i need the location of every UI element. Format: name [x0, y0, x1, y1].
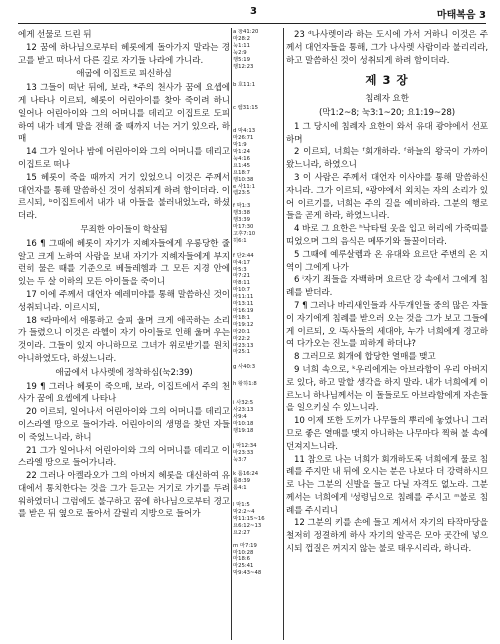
column-divider-left: [231, 28, 232, 640]
cross-reference: 요18:7: [233, 169, 251, 176]
cross-reference: 마13:11: [233, 301, 254, 308]
cross-reference: 눅1:11: [233, 42, 251, 49]
column-divider-right: [283, 28, 284, 640]
verse-paragraph: 14 그가 일어나 밤에 어린아이와 그의 어머니를 데리고 이집트로 떠나: [18, 147, 230, 170]
cross-reference: 마5:3: [233, 266, 247, 273]
right-text-column: [286, 29, 488, 640]
cross-reference: 막2:2~4: [233, 509, 255, 516]
cross-reference: 마26:71: [233, 135, 254, 142]
cross-reference: 사9:4: [233, 413, 247, 420]
verse-paragraph: 1 그 당시에 침례자 요한이 와서 유대 광야에서 선포하며: [286, 121, 488, 145]
cross-reference: f 막1:3: [233, 203, 251, 210]
chapter-heading: 제 3 장: [365, 73, 409, 88]
cross-reference: 마25:41: [233, 563, 254, 570]
book-title: 마태복음 3: [436, 10, 486, 21]
section-heading: 애굽에서 나사렛에 정착하심(눅2:39): [55, 367, 193, 378]
cross-reference: 요1:45: [233, 162, 251, 169]
cross-reference: g 사40:3: [233, 364, 256, 371]
cross-reference: 히6:1: [233, 237, 247, 244]
verse-paragraph: 11 참으로 나는 너희가 회개하도록 너희에게 물로 침례를 주지만 내 뒤에 오시는 분은 나보다 더 강력하시므로 나는 그분의 신발을 들고 다닐 자격도 없노라. 그분께서는 너희에게 ˡ성령님으로 침례를 주시고 ᵐ불로 침례를 주시리니: [286, 454, 488, 516]
cross-reference-column: [233, 29, 283, 640]
cross-reference: 마18:6: [233, 556, 251, 563]
cross-reference: 마11:11: [233, 294, 254, 301]
cross-reference: l 막1:5: [233, 502, 250, 509]
page-header: [18, 6, 486, 22]
cross-reference: 마20:1: [233, 328, 251, 335]
section-heading: 무죄한 아이들이 학살됨: [80, 224, 168, 235]
cross-reference: 행10:38: [233, 176, 254, 183]
cross-reference: 마10:18: [233, 420, 254, 427]
cross-reference: f 단2:44: [233, 252, 254, 259]
cross-reference: 요6:12~13: [233, 522, 262, 529]
section-heading: (막1:2~8; 눅3:1~20; 요1:19~28): [318, 107, 456, 118]
cross-reference: 마25:1: [233, 349, 251, 356]
cross-reference: 마22:2: [233, 335, 251, 342]
cross-reference: 롬4:1: [233, 485, 247, 492]
verse-paragraph: 3 이 사람은 주께서 대언자 이사야를 통해 말씀하신 자니라. 그가 이르되, ᵍ광야에서 외치는 자의 소리가 있어 이르기를, 너희는 주의 길을 예비하라. 그분의 행로들을 곧게 하라, 하였느니라.: [286, 172, 488, 222]
cross-reference: 요2:27: [233, 529, 251, 536]
verse-paragraph: 17 이에 주께서 대언자 예레미야를 통해 말씀하신 것이 성취되니라. 이르시되,: [18, 289, 230, 313]
cross-reference: 행3:38: [233, 210, 251, 217]
verse-paragraph: 16 ¶ 그때에 헤롯이 자기가 지혜자들에게 우롱당한 줄 알고 크게 노하여 사람을 보내 자기가 지혜자들에게 부지런히 물은 때를 기준으로 베들레헴과 그 모든 지경 안에 있는 두 살 이하의 모든 아이들을 죽이니: [18, 238, 230, 288]
cross-reference: 막9:43~48: [233, 570, 262, 577]
cross-reference: 마28:2: [233, 35, 251, 42]
verse-paragraph: 12 꿈에 하나님으로부터 헤롯에게 돌아가지 말라는 경고를 받고 떠나서 다른 길로 자기들 나라에 가니라.: [18, 42, 230, 66]
cross-reference: 마10:28: [233, 549, 254, 556]
cross-reference: b 호11:1: [233, 82, 256, 89]
cross-reference: 마23:13: [233, 342, 254, 349]
verse-paragraph: 18 ᵍ라마에서 애통하고 슬피 울며 크게 애곡하는 소리가 들렸으니 이것은 라헬이 자기 아이들로 인해 울며 우는 것이라. 그들이 있지 아니하므로 그녀가 위로받기를 원치 아니하였도다, 하셨느니라.: [18, 315, 230, 364]
cross-reference: 눅3:7: [233, 456, 247, 463]
cross-reference: k 롬16:24: [233, 471, 259, 478]
cross-reference: 막1:24: [233, 148, 251, 155]
cross-reference: c 렘31:15: [233, 105, 258, 112]
page-number: 3: [250, 6, 257, 17]
section-heading: 애굽에 이집트로 피신하심: [76, 69, 172, 80]
cross-reference: 마18:1: [233, 314, 251, 321]
cross-reference: 행3:39: [233, 217, 251, 224]
cross-reference: m 마7:19: [233, 542, 257, 549]
left-text-column: [18, 29, 230, 640]
verse-paragraph: 8 그러므로 회개에 합당한 열매를 맺고: [294, 352, 436, 363]
verse-paragraph: 4 바로 그 요한은 ʰ낙타털 옷을 입고 허리에 가죽띠를 띠었으며 그의 음식은 메뚜기와 들꿀이더라.: [286, 224, 488, 247]
verse-paragraph: 7 ¶ 그러나 바리새인들과 사두개인들 중의 많은 자들이 자기에게 침례를 받으러 오는 것을 그가 보고 그들에게 이르되, 오 ʲ독사들의 세대야, 누가 너희에게 경고하여 다가오는 진노를 피하게 하더냐?: [286, 300, 488, 350]
verse-paragraph: 15 헤롯이 죽을 때까지 거기 있었으니 이것은 주께서 대언자를 통해 말씀하신 것이 성취되게 하려 함이더라. 이르시되, ᵇ이집트에서 내가 내 아들을 불러내었노라, 하셨더라.: [18, 172, 230, 222]
section-heading: 침례자 요한: [365, 94, 409, 105]
cross-reference: 눅4:16: [233, 155, 251, 162]
cross-reference: 행12:23: [233, 63, 254, 70]
verse-paragraph: 23 ᵈ나사렛이라 하는 도시에 가서 거하니 이것은 주께서 대언자들을 통해, 그가 나사렛 사람이라 불리리라, 하고 말씀하신 것이 성취되게 하려 함이더라.: [286, 30, 488, 66]
cross-reference: 막1:9: [233, 142, 247, 149]
cross-reference: 마17:30: [233, 224, 254, 231]
header-rule: [18, 23, 486, 24]
cross-reference: 렘23:5: [233, 190, 251, 197]
cross-reference: 행19:18: [233, 427, 254, 434]
verse-paragraph: 19 ¶ 그러나 헤롯이 죽으매, 보라, 이집트에서 주의 천사가 꿈에 요셉에게 나타나: [18, 381, 230, 405]
cross-reference: 마8:11: [233, 280, 251, 287]
cross-reference: 사23:13: [233, 407, 254, 414]
cross-reference: i 사32:5: [233, 400, 254, 407]
cross-reference: a 창41:20: [233, 29, 259, 35]
cross-reference: 마16:19: [233, 308, 254, 314]
verse-paragraph: 10 이제 또한 도끼가 나무들의 뿌리에 놓였나니 그러므로 좋은 열매를 맺지 아니하는 나무마다 찍혀 불 속에 던져지느니라.: [286, 416, 488, 452]
cross-reference: 고후7:10: [233, 230, 256, 237]
cross-reference: 막11:15~16: [233, 515, 265, 522]
verse-paragraph: 9 너희 속으로, ᵏ우리에게는 아브라함이 우리 아버지로 있다, 하고 말할 생각을 하지 말라. 내가 너희에게 이르노니 하나님께서는 이 돌들로도 아브라함에게 자손들을 일으키실 수 있느니라.: [286, 364, 488, 414]
cross-reference: e 사11:1: [233, 183, 255, 190]
verse-paragraph: 6 ⁱ자기 죄들을 자백하며 요르단 강 속에서 그에게 침례를 받더라.: [286, 275, 488, 299]
cross-reference: 마4:17: [233, 259, 251, 266]
verse-paragraph: 에게 선물로 드린 뒤: [18, 30, 92, 40]
cross-reference: 롬8:39: [233, 478, 251, 485]
cross-reference: d 막4:13: [233, 128, 256, 135]
verse-paragraph: 21 그가 일어나서 어린아이와 그의 어머니를 데리고 이스라엘 땅으로 들어가니라.: [18, 445, 230, 469]
verse-paragraph: 5 그때에 예루살렘과 온 유대와 요르단 주변의 온 지역이 그에게 나가: [286, 249, 488, 273]
verse-paragraph: 22 그러나 아켈라오가 그의 아버지 헤롯을 대신하여 유대에서 통치한다는 것을 그가 듣고는 거기로 가기를 두려워하였더니 그럼에도 불구하고 꿈에 하나님으로부터 경고를 받은 뒤 옆으로 돌아서 갈릴리 지방으로 들어가: [18, 471, 230, 520]
verse-paragraph: 13 그들이 떠난 뒤에, 보라, *주의 천사가 꿈에 요셉에게 나타나 이르되, 헤롯이 어린아이를 찾아 죽이려 하니 일어나 어린아이와 그의 어머니를 데리고 이집트로 도피하여 내가 네게 말을 전해 줄 때까지 너는 거기 있으라, 하매: [18, 83, 230, 145]
cross-reference: 마10:7: [233, 287, 251, 294]
verse-paragraph: 2 이르되, 너희는 ᶠ회개하라. ᶠ하늘의 왕국이 가까이 왔느니라, 하였으니: [286, 147, 488, 171]
verse-paragraph: 20 이르되, 일어나서 어린아이와 그의 어머니를 데리고 이스라엘 땅으로 들어가라. 어린아이의 생명을 찾던 자들이 죽었느니라, 하니: [18, 407, 230, 443]
cross-reference: j 막12:34: [233, 442, 257, 449]
cross-reference: h 왕하1:8: [233, 381, 257, 388]
cross-reference: 마19:12: [233, 321, 254, 328]
cross-reference: 행5:19: [233, 56, 251, 63]
verse-paragraph: 12 그분의 키를 손에 들고 계셔서 자기의 타작마당을 철저히 정결하게 하사 자기의 알곡은 모아 곳간에 넣으시되 껍질은 꺼지지 않는 불로 태우시리라, 하니라.: [286, 518, 488, 555]
cross-reference: 마23:33: [233, 449, 254, 456]
cross-reference: 마7:21: [233, 273, 251, 280]
cross-reference: 눅2:9: [233, 49, 247, 56]
